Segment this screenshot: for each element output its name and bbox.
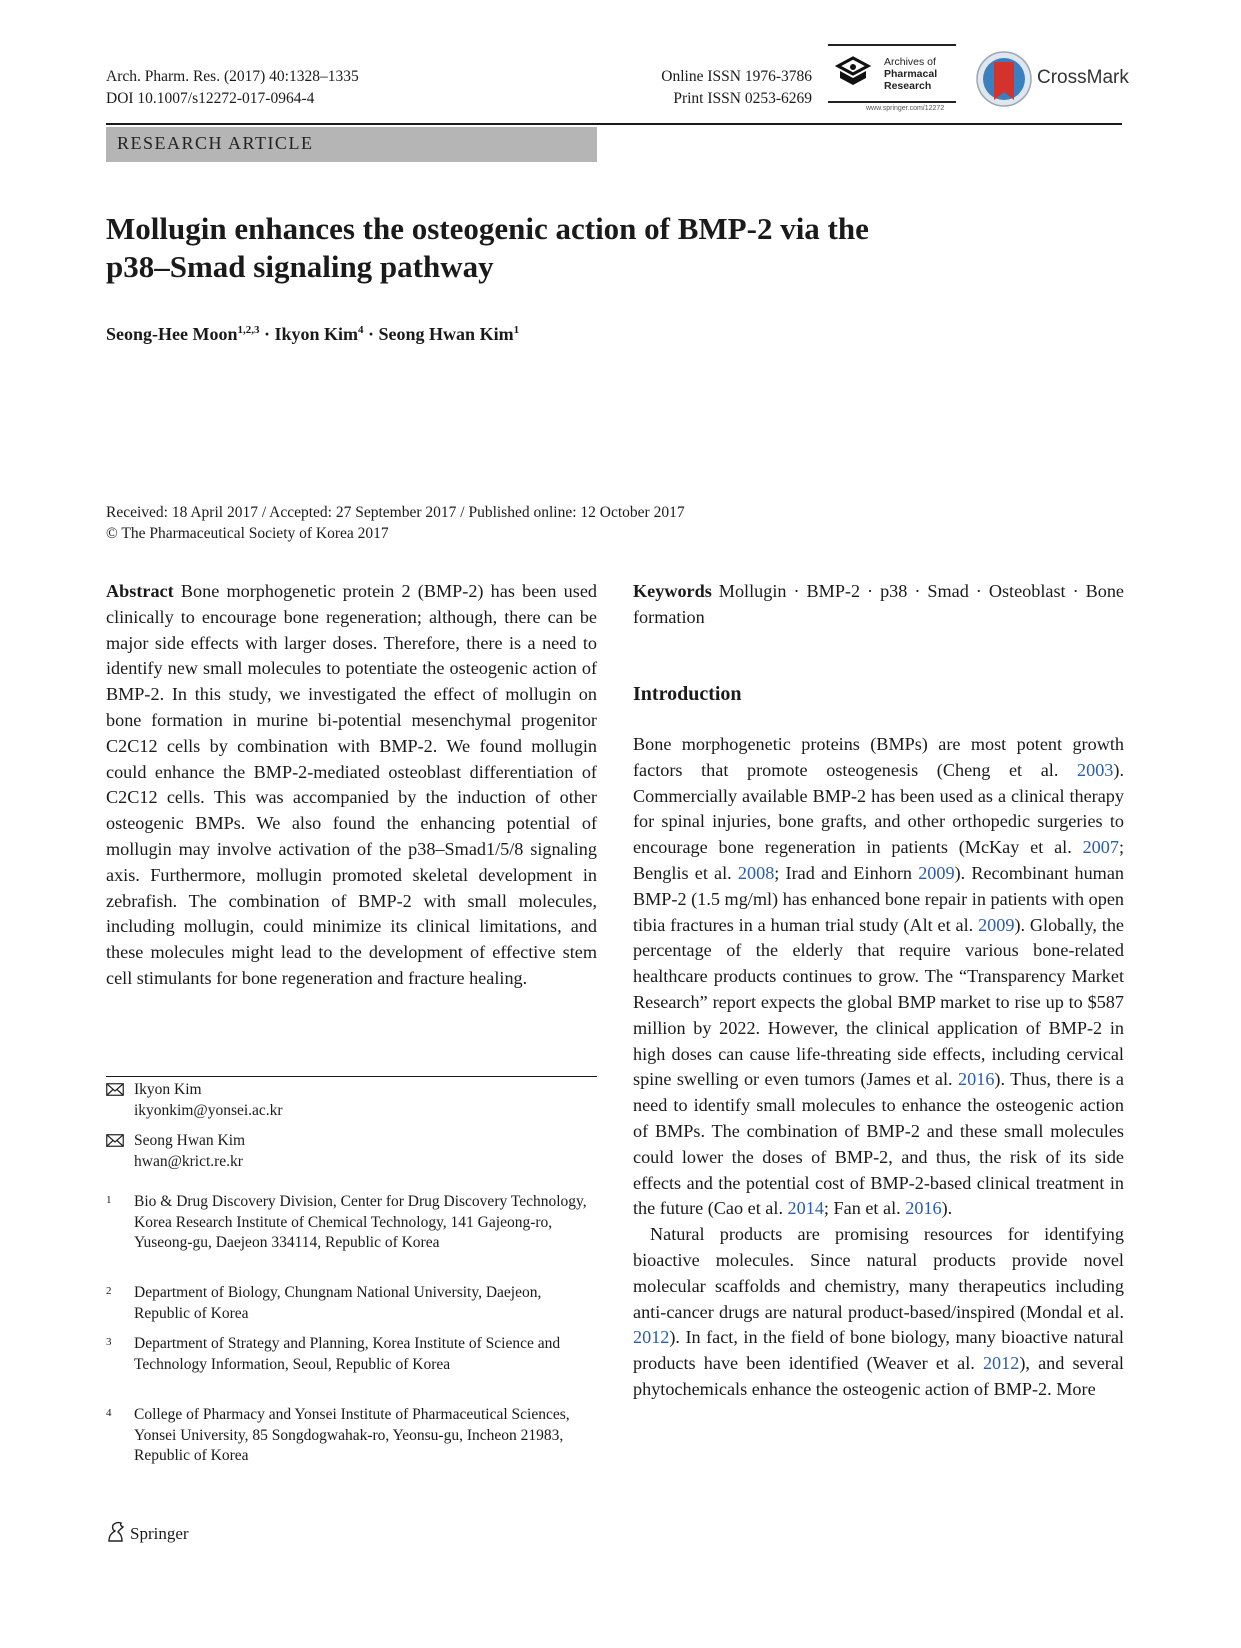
author-separator: · [259, 324, 275, 344]
journal-citation: Arch. Pharm. Res. (2017) 40:1328–1335 [106, 68, 359, 85]
publication-dates: Received: 18 April 2017 / Accepted: 27 September 2017 / Published online: 12 October 2017 [106, 504, 685, 521]
paragraph [633, 1222, 1124, 1403]
journal-logo-line2: Pharmacal [884, 68, 938, 80]
author-separator: · [363, 324, 379, 344]
correspondence-entry [106, 1131, 597, 1173]
online-issn: Online ISSN 1976-3786 [661, 68, 812, 85]
envelope-icon [106, 1083, 124, 1096]
citation-year-link[interactable]: 2016 [958, 1069, 995, 1090]
issn-block [600, 66, 812, 110]
journal-logo-line3: Research [884, 80, 932, 92]
envelope-icon [106, 1134, 124, 1147]
corresponding-author-email[interactable]: hwan@krict.re.kr [134, 1152, 243, 1170]
crossmark-icon [975, 50, 1033, 108]
article-title: Mollugin enhances the osteogenic action of BMP-2 via the p38–Smad signaling pathway [106, 211, 869, 284]
author-name[interactable]: Seong-Hee Moon [106, 324, 238, 344]
citation-year-link[interactable]: 2012 [982, 1353, 1020, 1374]
author-affil: 4 [358, 324, 364, 336]
affiliation-text: Bio & Drug Discovery Division, Center for Drug Discovery Technology, Korea Research Institute of Chemical Technology, 141 Gajeong-ro, Yuseong-gu, Daejeon 334114, Republic of Korea [134, 1193, 587, 1251]
article-dates [106, 502, 685, 544]
keywords [633, 579, 1124, 631]
paragraph-text: Natural products are promising resources for identifying bioactive molecules. Since natural products provide novel molecular scaffolds and chemistry, many therapeutics including anti-cancer drugs are natural product-based/inspired (Mondal et al. [633, 1224, 1124, 1322]
citation-year-link[interactable]: 2014 [787, 1198, 824, 1219]
section-heading-introduction: Introduction [633, 683, 742, 705]
affiliation-number: 4 [106, 1407, 112, 1419]
author-name[interactable]: Seong Hwan Kim [378, 324, 514, 344]
author-list [106, 324, 519, 345]
header-rule [106, 123, 1122, 125]
author-affil: 1,2,3 [237, 324, 260, 336]
abstract-label: Abstract [106, 581, 174, 601]
affiliation-number: 2 [106, 1285, 112, 1297]
paragraph-text: ). [941, 1198, 953, 1219]
journal-logo[interactable] [828, 44, 956, 115]
abstract [106, 579, 597, 992]
copyright: © The Pharmaceutical Society of Korea 2017 [106, 525, 389, 542]
author-name[interactable]: Ikyon Kim [274, 324, 359, 344]
footnote-rule [106, 1076, 597, 1077]
corresponding-author-name: Seong Hwan Kim [134, 1132, 246, 1149]
paragraph [633, 732, 1124, 1222]
correspondence-entry [106, 1080, 597, 1122]
paragraph-text: Bone morphogenetic proteins (BMPs) are most potent growth factors that promote osteogenesis (Cheng et al. [633, 734, 1124, 780]
abstract-text: Bone morphogenetic protein 2 (BMP-2) has been used clinically to encourage bone regeneration; although, there can be major side effects with larger doses. Therefore, there is a need to identify new small molecules to potentiate the osteogenic action of BMP-2. In this study, we investigated the effect of mollugin on bone formation in murine bi-potential mesenchymal progenitor C2C12 cells by combination with BMP-2. We found mollugin could enhance the BMP-2-mediated osteoblast differentiation of C2C12 cells. This was accompanied by the induction of other osteogenic BMPs. We also found the enhancing potential of mollugin may involve activation of the p38–Smad1/5/8 signaling axis. Furthermore, mollugin promoted skeletal development in zebrafish. The combination of BMP-2 with small molecules, including mollugin, could minimize its clinical limitations, and these molecules might lead to the development of effective stem cell stimulants for bone regeneration and fracture healing. [106, 581, 597, 988]
journal-logo-line1: Archives of [884, 56, 936, 68]
introduction-body [633, 732, 1124, 1403]
citation-year-link[interactable]: 2003 [1077, 759, 1114, 780]
paragraph-text: ). Recombinant human BMP-2 (1.5 mg/ml) has enhanced bone repair in patients with open tibia fractures in a human trial study (Alt et al. [633, 862, 1124, 935]
citation-year-link[interactable]: 2009 [918, 862, 955, 883]
keywords-label: Keywords [633, 581, 712, 601]
citation-year-link[interactable]: 2012 [633, 1327, 670, 1348]
paragraph-text: ). In fact, in the field of bone biology, many bioactive natural products have been identified (Weaver et al. [633, 1327, 1124, 1374]
paragraph-text: ), and several phytochemicals enhance the osteogenic action of BMP-2. More [633, 1353, 1124, 1399]
paragraph-text: ; Benglis et al. [633, 837, 1124, 883]
article-type-banner [106, 127, 597, 162]
citation-year-link[interactable]: 2009 [978, 914, 1015, 935]
paragraph-text: ; Fan et al. [823, 1198, 906, 1219]
doi[interactable]: DOI 10.1007/s12272-017-0964-4 [106, 90, 315, 107]
keywords-text: Mollugin · BMP-2 · p38 · Smad · Osteoblast · Bone formation [633, 581, 1124, 627]
article-type: RESEARCH ARTICLE [117, 133, 314, 153]
affiliation-text: Department of Biology, Chungnam National University, Daejeon, Republic of Korea [134, 1284, 542, 1322]
book-emblem-icon [834, 54, 872, 92]
corresponding-author-name: Ikyon Kim [134, 1081, 202, 1098]
paragraph-text: ). Thus, there is a need to identify small molecules to enhance the osteogenic action of BMPs. The combination of BMP-2 and these small molecules could lower the doses of BMP-2, and thus, the risk of its side effects and the potential cost of BMP-2-based clinical treatment in the future (Cao et al. [633, 1069, 1124, 1219]
publisher-name: Springer [130, 1524, 189, 1543]
paragraph-text: ; Irad and Einhorn [774, 862, 919, 883]
citation-year-link[interactable]: 2007 [1082, 837, 1119, 858]
citation-year-link[interactable]: 2016 [905, 1198, 942, 1219]
corresponding-author-email[interactable]: ikyonkim@yonsei.ac.kr [134, 1101, 283, 1119]
affiliation-number: 3 [106, 1336, 112, 1348]
citation-year-link[interactable]: 2008 [737, 862, 775, 883]
journal-logo-url: www.springer.com/12272 [866, 105, 945, 112]
journal-citation-block [106, 66, 359, 110]
author-affil: 1 [513, 324, 520, 336]
affiliation-number: 1 [106, 1194, 112, 1206]
crossmark-badge[interactable] [975, 50, 1127, 108]
springer-horse-icon [106, 1521, 126, 1543]
print-issn: Print ISSN 0253-6269 [673, 90, 812, 107]
paragraph-text: ). Commercially available BMP-2 has been used as a clinical therapy for spinal injuries, bone grafts, and other orthopedic surgeries to encourage bone regeneration in patients (McKay et al. [633, 759, 1124, 858]
affiliation-text: College of Pharmacy and Yonsei Institute of Pharmaceutical Sciences, Yonsei University, 85 Songdogwahak-ro, Yeonsu-gu, Incheon 21983, Republic of Korea [134, 1406, 570, 1464]
crossmark-label: CrossMark [1037, 67, 1129, 88]
publisher-logo[interactable] [106, 1521, 189, 1544]
affiliation-text: Department of Strategy and Planning, Korea Institute of Science and Technology Information, Seoul, Republic of Korea [134, 1335, 561, 1373]
paragraph-text: ). Globally, the percentage of the elderly that require various bone-related healthcare products continues to grow. The “Transparency Market Research” report expects the global BMP market to rise up to $587 million by 2022. However, the clinical application of BMP-2 in high doses can cause life-threating side effects, including cervical spine swelling or even tumors (James et al. [633, 914, 1124, 1090]
